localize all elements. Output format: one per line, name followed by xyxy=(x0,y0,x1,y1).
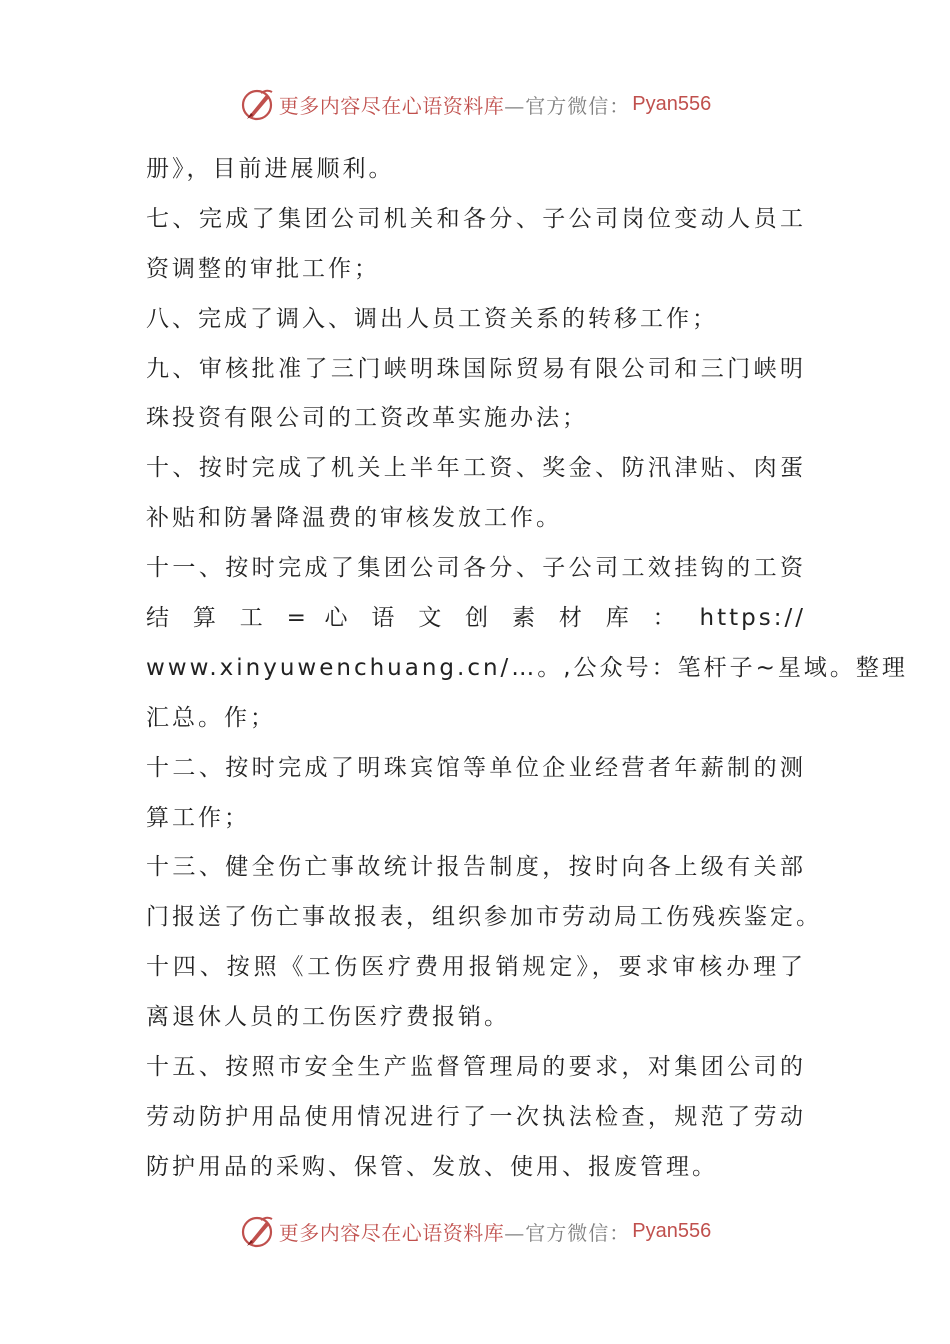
body-line: 八、完成了调入、调出人员工资关系的转移工作； xyxy=(146,305,718,332)
body-line: 资调整的审批工作； xyxy=(146,255,380,282)
banner-wechat-id: Pyan556 xyxy=(632,1219,712,1242)
document-body xyxy=(146,145,908,1193)
body-line: 十五、按照市安全生产监督管理局的要求，对集团公司的 xyxy=(146,1054,806,1081)
body-line: 汇总。作； xyxy=(146,704,276,731)
body-line: 劳动防护用品使用情况进行了一次执法检查，规范了劳动 xyxy=(146,1103,806,1130)
header-banner xyxy=(0,84,950,124)
body-line: 十、按时完成了机关上半年工资、奖金、防汛津贴、肉蛋 xyxy=(146,455,806,482)
body-line: 册》，目前进展顺利。 xyxy=(146,156,395,182)
banner-official-text: —官方微信： xyxy=(504,1220,631,1245)
body-line: 十一、按时完成了集团公司各分、子公司工效挂钩的工资 xyxy=(146,555,806,582)
body-line: 十二、按时完成了明珠宾馆等单位企业经营者年薪制的测 xyxy=(146,754,806,781)
body-line: 珠投资有限公司的工资改革实施办法； xyxy=(146,405,588,432)
pen-logo-icon xyxy=(239,1213,275,1249)
body-line: 七、完成了集团公司机关和各分、子公司岗位变动人员工 xyxy=(146,205,806,232)
body-line: 防护用品的采购、保管、发放、使用、报废管理。 xyxy=(146,1153,718,1180)
body-line: 补贴和防暑降温费的审核发放工作。 xyxy=(146,505,562,532)
body-line: 算工作； xyxy=(146,804,250,831)
body-line: 十三、健全伤亡事故统计报告制度，按时向各上级有关部 xyxy=(146,854,806,881)
body-line: 十四、按照《工伤医疗费用报销规定》，要求审核办理了 xyxy=(146,954,806,981)
footer-banner xyxy=(0,1211,950,1251)
body-line: 离退休人员的工伤医疗费报销。 xyxy=(146,1004,510,1031)
banner-wechat-id: Pyan556 xyxy=(632,92,712,115)
banner-lead-text: 更多内容尽在心语资料库 xyxy=(278,93,505,118)
pen-logo-icon xyxy=(239,86,275,122)
banner-lead-text: 更多内容尽在心语资料库 xyxy=(278,1220,505,1245)
body-line: www.xinyuwenchuang.cn/…。,公众号：笔杆子~星域。整理 xyxy=(146,654,908,681)
body-line: 九、审核批准了三门峡明珠国际贸易有限公司和三门峡明 xyxy=(146,355,806,382)
body-line: 门报送了伤亡事故报表，组织参加市劳动局工伤残疾鉴定。 xyxy=(146,904,822,931)
banner-official-text: —官方微信： xyxy=(504,93,631,118)
body-line: 结 算 工 = 心 语 文 创 素 材 库 ： https:// xyxy=(146,605,806,632)
